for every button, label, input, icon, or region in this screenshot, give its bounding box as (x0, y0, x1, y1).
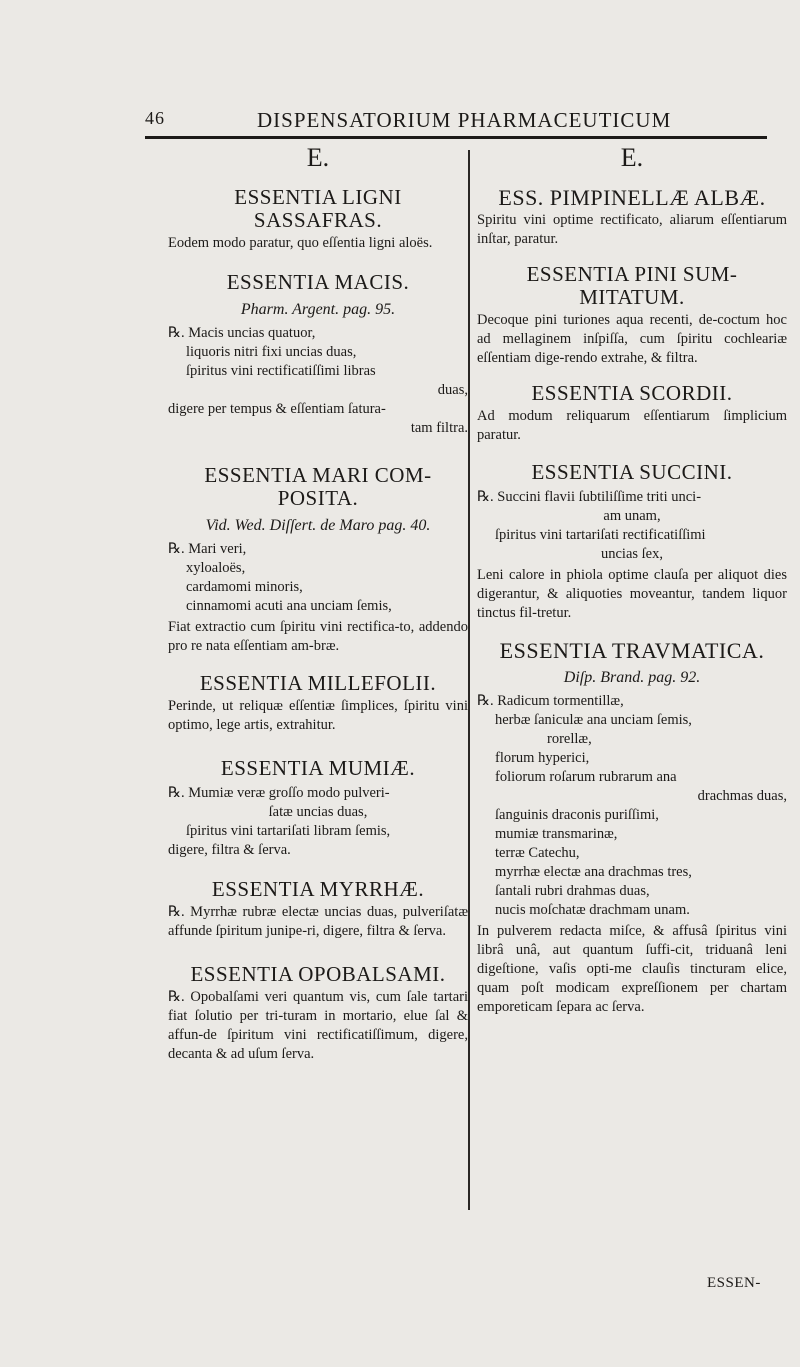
running-title: DISPENSATORIUM PHARMACEUTICUM (257, 108, 672, 132)
text-pini: Decoque pini turiones aqua recenti, de-coctum hoc ad mellaginem inſpiſſa, cum ſpiritu cochleariæ eſſentiam dige-rendo extrahe, & filtra. (477, 312, 787, 366)
heading-myrrhae: ESSENTIA MYRRHÆ. (211, 877, 425, 901)
header-rule (145, 136, 767, 139)
recipe-line: ſpiritus vini tartariſati libram ſemis, (186, 823, 391, 839)
recipe-line: mumiæ transmarinæ, (495, 826, 618, 842)
recipe-line: am unam, (603, 508, 661, 524)
text-succini: Leni calore in phiola optime clauſa per aliquot dies digerantur, & aliquoties moveantur, tandem liquor tinctus fil-tretur. (477, 567, 787, 621)
recipe-line: ſantali rubri drahmas duas, (495, 883, 650, 899)
ref-macis: Pharm. Argent. pag. 95. (240, 301, 396, 318)
heading-mumiae: ESSENTIA MUMIÆ. (220, 756, 416, 780)
recipe-line: nucis moſchatæ drachmam unam. (495, 902, 690, 918)
recipe-line: ℞. Mumiæ veræ groſſo modo pulveri- (168, 785, 390, 801)
recipe-line: xyloaloës, (186, 560, 246, 576)
text-mari: Fiat extractio cum ſpiritu vini rectifica-to, addendo pro re nata eſſentiam am-bræ. (168, 619, 468, 654)
recipe-line: ℞. Macis uncias quatuor, (168, 325, 316, 341)
recipe-succini (477, 488, 787, 564)
heading-pimpinellae: ESS. PIMPINELLÆ ALBÆ. (498, 185, 766, 210)
recipe-line: digere, filtra & ſerva. (168, 842, 291, 858)
recipe-line: terræ Catechu, (495, 845, 580, 861)
recipe-line: liquoris nitri fixi uncias duas, (186, 344, 357, 360)
recipe-line: foliorum roſarum rubrarum ana (495, 769, 677, 785)
text-pimpinellae: Spiritu vini optime rectificato, aliarum eſſentiarum inſtar, paratur. (477, 212, 787, 247)
recipe-line: uncias ſex, (600, 546, 663, 562)
recipe-line: ℞. Succini flavii ſubtiliſſime triti unci- (477, 489, 702, 505)
recipe-mumiae (168, 784, 468, 860)
recipe-line: florum hyperici, (495, 750, 590, 766)
recipe-line: ℞. Mari veri, (168, 541, 247, 557)
recipe-line: cardamomi minoris, (186, 579, 303, 595)
text-sassafras: Eodem modo paratur, quo eſſentia ligni aloës. (168, 235, 433, 251)
heading-mari: ESSENTIA MARI COM-POSITA. (204, 463, 432, 510)
text-scordii: Ad modum reliquarum eſſentiarum ſimplicium paratur. (477, 408, 787, 443)
page-number: 46 (145, 108, 165, 128)
recipe-macis (168, 324, 468, 438)
running-header (145, 108, 800, 134)
recipe-line: digere per tempus & eſſentiam ſatura- (168, 401, 386, 417)
recipe-line: ſatæ uncias duas, (268, 804, 368, 820)
recipe-line: ℞. Radicum tormentillæ, (477, 693, 624, 709)
ref-mari: Vid. Wed. Diſſert. de Maro pag. 40. (205, 517, 431, 534)
recipe-line: ſpiritus vini rectificatiſſimi libras (186, 363, 376, 379)
text-millefolii: Perinde, ut reliquæ eſſentiæ ſimplices, ſpiritu vini optimo, lege artis, extrahitur. (168, 698, 468, 733)
right-column (477, 140, 787, 1017)
section-letter: E. (620, 143, 644, 172)
heading-macis: ESSENTIA MACIS. (226, 270, 410, 294)
recipe-line: herbæ ſaniculæ ana unciam ſemis, (495, 712, 692, 728)
catchword: ESSEN- (707, 1275, 761, 1291)
heading-scordii: ESSENTIA SCORDII. (531, 381, 733, 405)
text-myrrhae: ℞. Myrrhæ rubræ electæ uncias duas, pulveriſatæ affunde ſpiritum junipe-ri, digere, filtra & ſerva. (168, 904, 468, 939)
ref-travmatica: Diſp. Brand. pag. 92. (563, 669, 701, 686)
heading-travmatica: ESSENTIA TRAVMATICA. (499, 638, 765, 663)
recipe-line: tam filtra. (410, 420, 468, 436)
recipe-line: rorellæ, (547, 731, 592, 747)
recipe-line: ſpiritus vini tartariſati rectificatiſſimi (495, 527, 706, 543)
recipe-line: myrrhæ electæ ana drachmas tres, (495, 864, 692, 880)
heading-millefolii: ESSENTIA MILLEFOLII. (199, 671, 437, 695)
section-letter: E. (306, 143, 330, 172)
recipe-line: duas, (437, 382, 468, 398)
recipe-travmatica (477, 692, 787, 920)
heading-succini: ESSENTIA SUCCINI. (531, 460, 733, 484)
heading-sassafras: ESSENTIA LIGNI SASSAFRAS. (234, 185, 402, 232)
recipe-line: drachmas duas, (697, 788, 787, 804)
recipe-mari (168, 540, 468, 616)
recipe-line: ſanguinis draconis puriſſimi, (495, 807, 659, 823)
text-travmatica: In pulverem redacta miſce, & affusâ ſpiritus vini librâ unâ, aut quantum ſuffi-cit, triduanâ leni digeſtione, vaſis opti-me clauſis tincturam elice, quam poſt modicam expreſſionem per chartam emporeticam ſepara ac ſerva. (477, 923, 787, 1015)
heading-pini: ESSENTIA PINI SUM-MITATUM. (526, 262, 738, 309)
column-divider (468, 150, 470, 1210)
text-opobalsami: ℞. Opobalſami veri quantum vis, cum ſale tartari fiat ſolutio per tri-turam in mortario, elue ſal & affun-de ſpiritum vini rectificatiſſimum, digere, decanta & ad uſum ſerva. (168, 989, 468, 1062)
left-column (168, 140, 468, 1064)
heading-opobalsami: ESSENTIA OPOBALSAMI. (190, 962, 446, 986)
recipe-line: cinnamomi acuti ana unciam ſemis, (186, 598, 392, 614)
